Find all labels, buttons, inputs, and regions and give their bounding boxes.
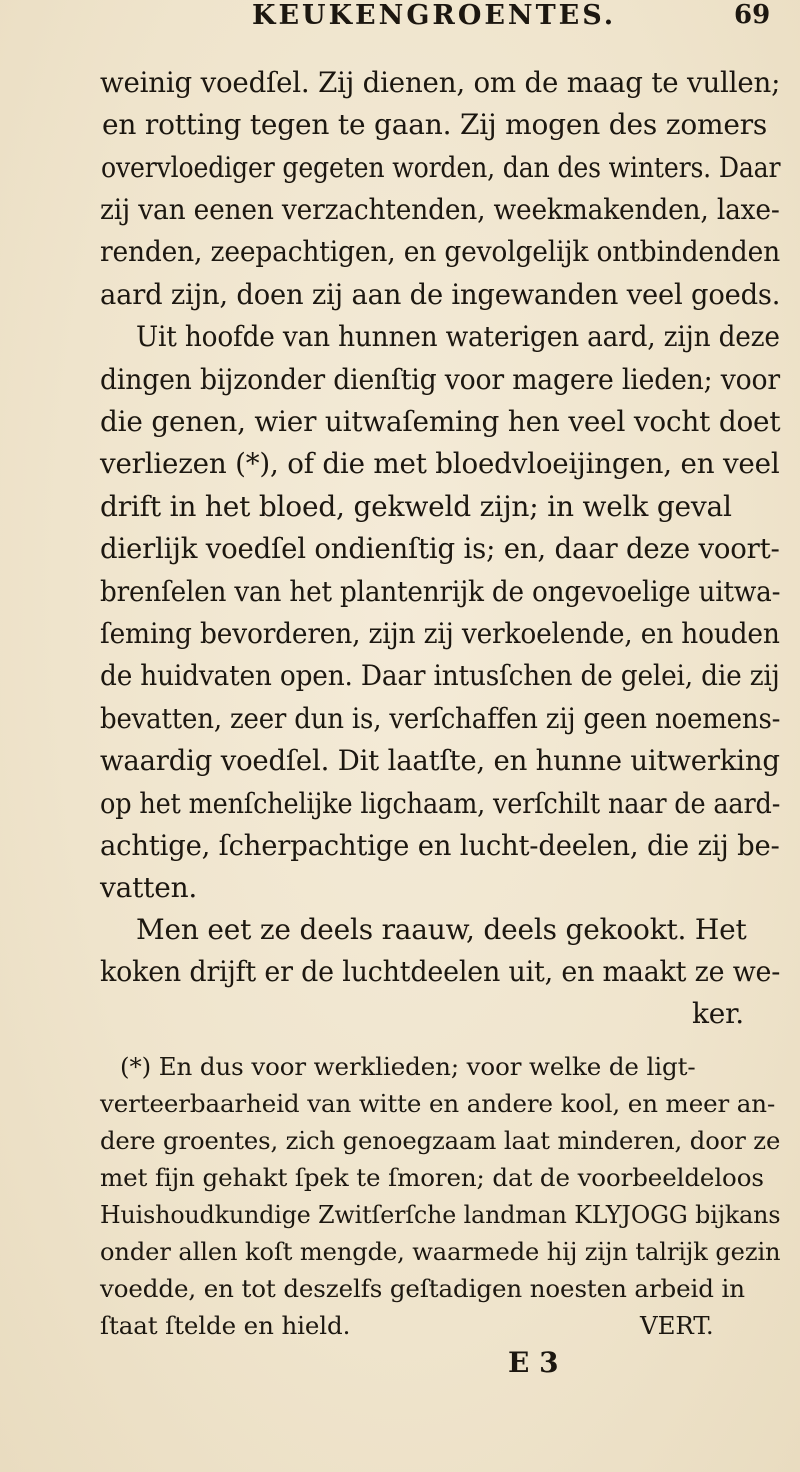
page-header	[0, 0, 800, 40]
body-line: waardig voedſel. Dit laatſte, en hunne uitwerking	[100, 744, 780, 777]
footnote-line: Huishoudkundige Zwitſerſche landman KLYJOGG bijkans	[100, 1200, 781, 1229]
footnote-line: ſtaat ſtelde en hield.	[100, 1311, 351, 1340]
body-line: koken drijft er de luchtdeelen uit, en maakt ze we-	[100, 955, 781, 988]
body-line: verliezen (*), of die met bloedvloeijingen, en veel	[100, 447, 780, 480]
footnote-line: met fijn gehakt ſpek te ſmoren; dat de voorbeeldeloos	[100, 1163, 764, 1192]
page-number: 69	[734, 0, 771, 30]
body-line: dingen bijzonder dienſtig voor magere lieden; voor	[100, 363, 780, 396]
body-line: op het menſchelijke ligchaam, verſchilt naar de aard-	[100, 787, 781, 820]
body-line: die genen, wier uitwaſeming hen veel vocht doet	[100, 405, 781, 438]
footnote-line: verteerbaarheid van witte en andere kool, en meer an-	[100, 1089, 776, 1118]
translator-note: VERT.	[640, 1311, 714, 1340]
footnote-line: voedde, en tot deszelfs geſtadigen noesten arbeid in	[100, 1274, 745, 1303]
signature-mark: E 3	[508, 1346, 559, 1379]
body-line: dierlijk voedſel ondienſtig is; en, daar deze voort-	[100, 532, 780, 565]
body-line: weinig voedſel. Zij dienen, om de maag te vullen;	[100, 66, 781, 99]
body-line: vatten.	[100, 871, 198, 904]
footnote-line: dere groentes, zich genoegzaam laat minderen, door ze	[100, 1126, 781, 1155]
running-head: KEUKENGROENTES.	[252, 0, 617, 31]
body-line: ſeming bevorderen, zijn zij verkoelende, en houden	[100, 617, 780, 650]
body-line: de huidvaten open. Daar intusſchen de gelei, die zij	[100, 659, 780, 692]
body-line: drift in het bloed, gekweld zijn; in welk geval	[100, 490, 732, 523]
body-line: renden, zeepachtigen, en gevolgelijk ontbindenden	[100, 235, 780, 268]
body-line: en rotting tegen te gaan. Zij mogen des zomers	[102, 108, 768, 141]
body-line: overvloediger gegeten worden, dan des winters. Daar	[101, 151, 781, 184]
body-line: ker.	[692, 997, 744, 1030]
body-line: brenſelen van het plantenrijk de ongevoelige uitwa-	[100, 575, 781, 608]
footnote-line: (*) En dus voor werklieden; voor welke de ligt-	[120, 1052, 696, 1081]
body-line: aard zijn, doen zij aan de ingewanden veel goeds.	[100, 278, 781, 311]
body-line: achtige, ſcherpachtige en lucht-deelen, die zij be-	[100, 829, 780, 862]
footnote-line: onder allen koſt mengde, waarmede hij zijn talrijk gezin	[100, 1237, 781, 1266]
body-line: Men eet ze deels raauw, deels gekookt. Het	[136, 913, 747, 946]
body-line: zij van eenen verzachtenden, weekmakenden, laxe-	[100, 193, 780, 226]
body-line: bevatten, zeer dun is, verſchaffen zij geen noemens-	[100, 702, 781, 735]
body-line: Uit hoofde van hunnen waterigen aard, zijn deze	[136, 320, 780, 353]
